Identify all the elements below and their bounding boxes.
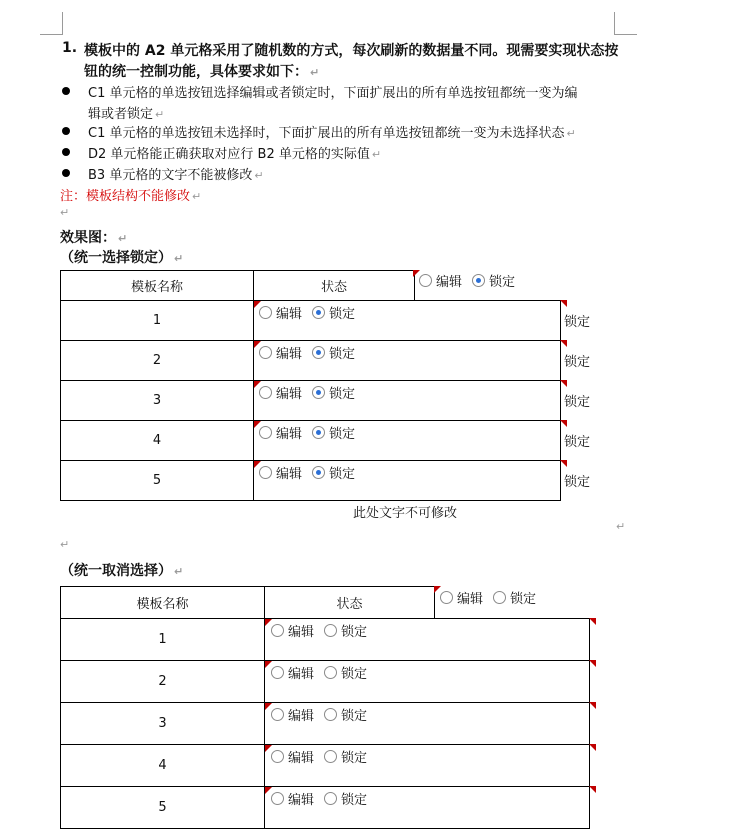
bullet-3: D2 单元格能正确获取对应行 B2 单元格的实际值 ↵ — [88, 147, 382, 162]
status-cell: 编辑 锁定 — [265, 619, 590, 661]
section2-table — [60, 586, 435, 619]
comment-marker — [560, 340, 567, 347]
radio-edit[interactable] — [259, 386, 272, 399]
row-value: 锁定 — [564, 435, 591, 450]
table-row-name: 1 — [61, 619, 265, 661]
control-radio-lock[interactable] — [472, 274, 485, 287]
page-corner-mark-left — [40, 12, 63, 35]
radio-edit[interactable] — [259, 426, 272, 439]
bullet-2: C1 单元格的单选按钮未选择时，下面扩展出的所有单选按钮都统一变为未选择状态 ↵ — [88, 126, 576, 141]
comment-marker — [560, 300, 567, 307]
radio-lock[interactable] — [324, 708, 337, 721]
table-row-name: 5 — [61, 461, 254, 501]
note-text: 注：模板结构不能修改 ↵ — [60, 189, 202, 204]
section2-caption: （统一取消选择） ↵ — [60, 563, 184, 579]
row-value: 锁定 — [564, 355, 591, 370]
bullet-1-line-1: C1 单元格的单选按钮选择编辑或者锁定时，下面扩展出的所有单选按钮都统一变为编 — [88, 86, 578, 101]
readonly-footer-text: 此处文字不可修改 — [353, 506, 458, 521]
control-radio-edit[interactable] — [440, 591, 453, 604]
status-cell: 编辑 锁定 — [254, 301, 561, 341]
bullet-4: B3 单元格的文字不能被修改 ↵ — [88, 168, 264, 183]
status-cell: 编辑 锁定 — [265, 745, 590, 787]
status-cell: 编辑 锁定 — [265, 661, 590, 703]
section1-table — [60, 270, 415, 301]
control-radio-lock[interactable] — [493, 591, 506, 604]
table-row-name: 2 — [61, 341, 254, 381]
table-row-name: 4 — [61, 421, 254, 461]
radio-lock[interactable] — [324, 750, 337, 763]
radio-lock[interactable] — [312, 306, 325, 319]
empty-paragraph-mark: ↵ — [616, 520, 626, 533]
radio-edit[interactable] — [259, 306, 272, 319]
radio-edit[interactable] — [259, 466, 272, 479]
row-value: 锁定 — [564, 395, 591, 410]
table-row-name: 2 — [61, 661, 265, 703]
comment-marker — [589, 786, 596, 793]
comment-marker — [560, 420, 567, 427]
page-corner-mark-right — [614, 12, 637, 35]
status-cell: 编辑 锁定 — [254, 381, 561, 421]
row-value: 锁定 — [564, 315, 591, 330]
empty-paragraph-mark: ↵ — [60, 538, 70, 551]
comment-marker — [589, 702, 596, 709]
status-cell: 编辑 锁定 — [254, 341, 561, 381]
section1-control-radios: 编辑 锁定 — [419, 271, 515, 291]
header-status: 状态 — [265, 587, 435, 619]
comment-marker — [589, 660, 596, 667]
table-row-name: 4 — [61, 745, 265, 787]
status-cell: 编辑 锁定 — [254, 421, 561, 461]
comment-marker — [589, 618, 596, 625]
bullet-dot — [62, 169, 70, 177]
radio-lock[interactable] — [312, 386, 325, 399]
status-cell: 编辑 锁定 — [265, 787, 590, 829]
radio-lock[interactable] — [312, 346, 325, 359]
radio-lock[interactable] — [324, 624, 337, 637]
section1-body — [60, 300, 561, 501]
section2-control-radios: 编辑 锁定 — [440, 588, 536, 608]
header-status: 状态 — [254, 271, 415, 301]
bullet-1-line-2: 辑或者锁定 ↵ — [88, 107, 165, 122]
bullet-dot — [62, 87, 70, 95]
section1-caption: （统一选择锁定） ↵ — [60, 250, 184, 266]
section2-body — [60, 618, 590, 829]
requirement-number: 1. — [62, 40, 78, 56]
status-cell: 编辑 锁定 — [254, 461, 561, 501]
radio-edit[interactable] — [271, 624, 284, 637]
radio-lock[interactable] — [312, 466, 325, 479]
effect-title: 效果图： ↵ — [60, 230, 128, 246]
table-row-name: 3 — [61, 381, 254, 421]
radio-edit[interactable] — [271, 666, 284, 679]
table-row-name: 5 — [61, 787, 265, 829]
table-row-name: 1 — [61, 301, 254, 341]
control-radio-edit[interactable] — [419, 274, 432, 287]
radio-lock[interactable] — [312, 426, 325, 439]
radio-lock[interactable] — [324, 666, 337, 679]
radio-edit[interactable] — [271, 750, 284, 763]
empty-paragraph-mark: ↵ — [60, 206, 70, 219]
radio-edit[interactable] — [259, 346, 272, 359]
header-template-name: 模板名称 — [61, 587, 265, 619]
status-cell: 编辑 锁定 — [265, 703, 590, 745]
row-value: 锁定 — [564, 475, 591, 490]
comment-marker — [560, 380, 567, 387]
header-template-name: 模板名称 — [61, 271, 254, 301]
radio-edit[interactable] — [271, 708, 284, 721]
bullet-dot — [62, 127, 70, 135]
table-row-name: 3 — [61, 703, 265, 745]
comment-marker — [589, 744, 596, 751]
comment-marker — [560, 460, 567, 467]
requirement-line-1: 模板中的 A2 单元格采用了随机数的方式，每次刷新的数据量不同。现需要实现状态按 — [84, 43, 619, 59]
bullet-dot — [62, 148, 70, 156]
requirement-line-2: 钮的统一控制功能，具体要求如下： ↵ — [84, 64, 320, 80]
